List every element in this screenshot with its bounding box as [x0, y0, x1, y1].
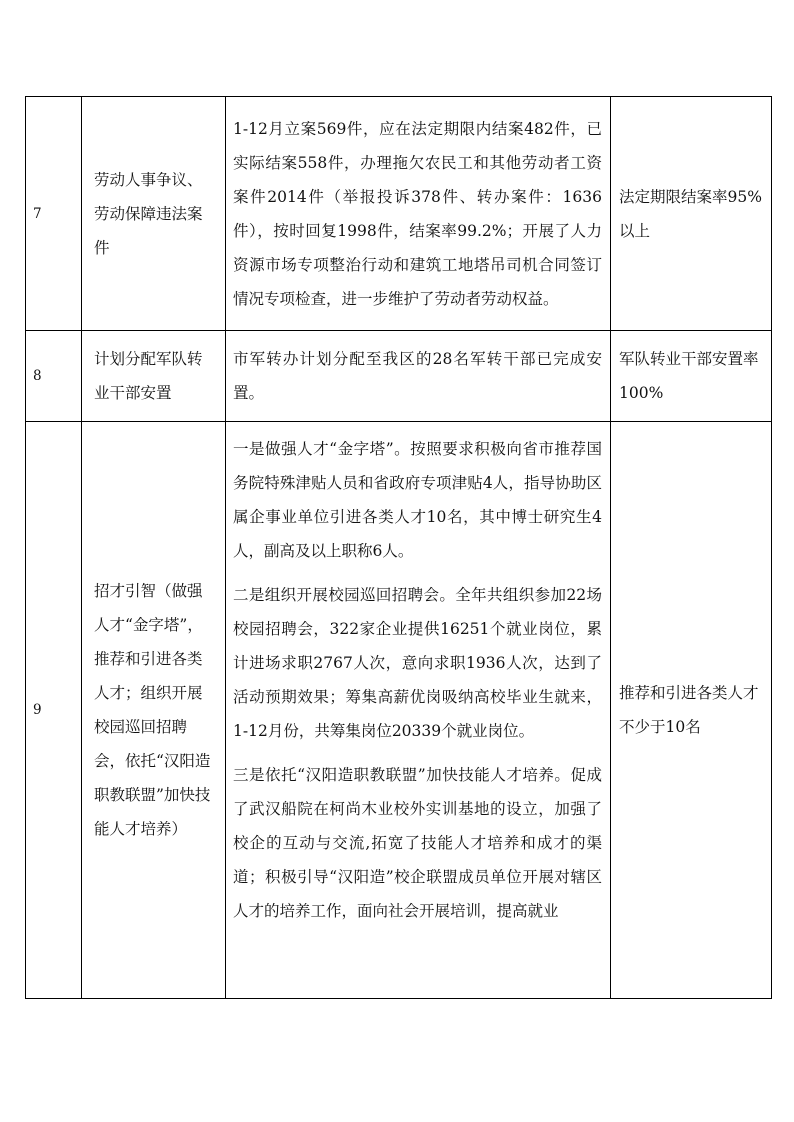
row-number: 8	[26, 331, 82, 422]
item-name: 计划分配军队转业干部安置	[94, 350, 203, 402]
item-name: 招才引智（做强人才“金字塔”，推荐和引进各类人才；组织开展校园巡回招聘会，依托“汉阳造职教联盟”加快技能人才培养）	[94, 582, 211, 838]
progress-text-1: 一是做强人才“金字塔”。按照要求积极向省市推荐国务院特殊津贴人员和省政府专项津贴4人，指导协助区属企事业单位引进各类人才10名，其中博士研究生4人，副高及以上职称6人。	[233, 440, 602, 560]
target-text: 法定期限结案率95%以上	[619, 187, 762, 240]
report-table	[25, 96, 772, 999]
target-text: 推荐和引进各类人才不少于10名	[619, 684, 759, 736]
row-number: 7	[26, 97, 82, 331]
table-row	[26, 97, 772, 331]
progress-text: 1-12月立案569件，应在法定期限内结案482件，已实际结案558件，办理拖欠农民工和其他劳动者工资案件2014件（举报投诉378件、转办案件：1636件），按时回复1998件，结案率99.2%；开展了人力资源市场专项整治行动和建筑工地塔吊司机合同签订情况专项检查，进一步维护了劳动者劳动权益。	[233, 119, 602, 308]
target-text: 军队转业干部安置率100%	[619, 350, 759, 402]
table-row	[26, 331, 772, 422]
table-row	[26, 422, 772, 999]
row-number: 9	[26, 422, 82, 999]
progress-text: 市军转办计划分配至我区的28名军转干部已完成安置。	[233, 350, 602, 402]
item-name: 劳动人事争议、劳动保障违法案件	[94, 170, 203, 257]
progress-text-2: 二是组织开展校园巡回招聘会。全年共组织参加22场校园招聘会，322家企业提供16251个就业岗位，累计进场求职2767人次，意向求职1936人次，达到了活动预期效果；筹集高薪优岗吸纳高校毕业生就来，1-12月份，共筹集岗位20339个就业岗位。	[233, 586, 602, 740]
progress-text-3: 三是依托“汉阳造职教联盟”加快技能人才培养。促成了武汉船院在柯尚木业校外实训基地的设立，加强了校企的互动与交流,拓宽了技能人才培养和成才的渠道；积极引导“汉阳造”校企联盟成员单位开展对辖区人才的培养工作，面向社会开展培训，提高就业	[233, 766, 602, 920]
